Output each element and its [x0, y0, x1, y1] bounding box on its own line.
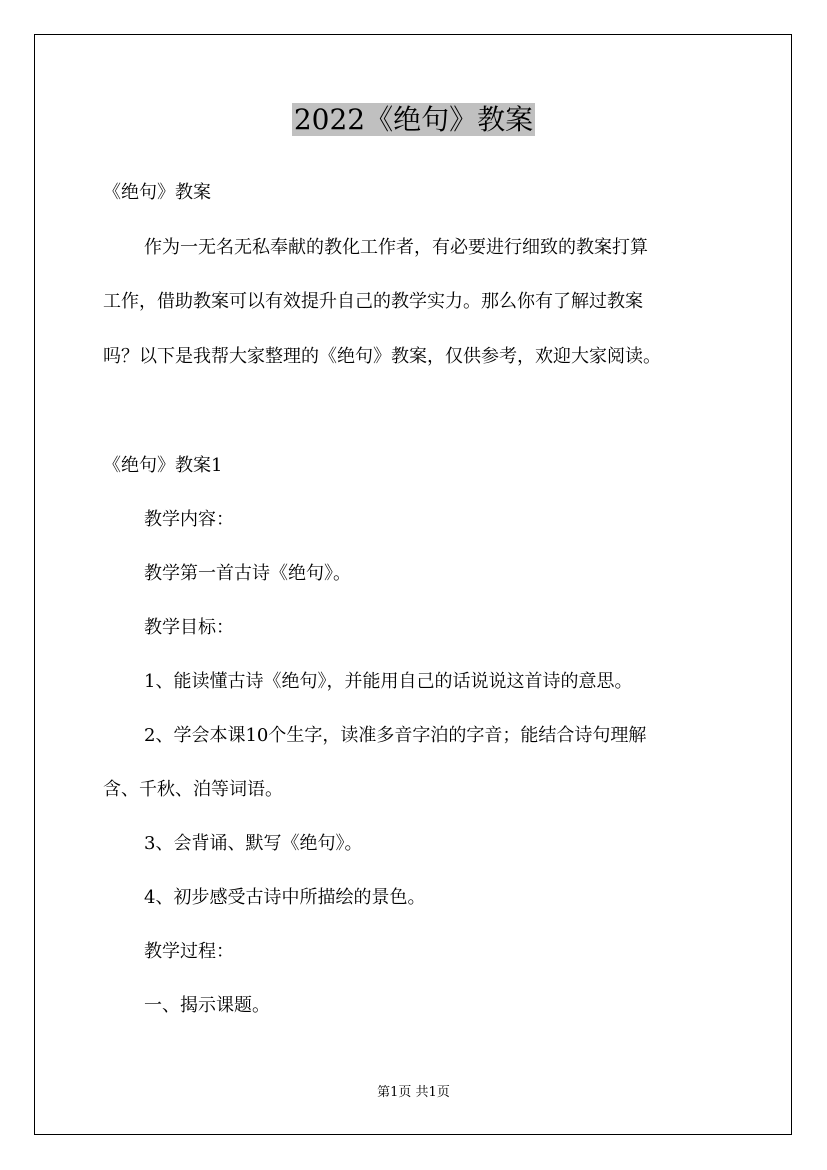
paragraph-line: 教学第一首古诗《绝句》。: [144, 563, 351, 584]
list-item: 3、会背诵、默写《绝句》。: [144, 833, 363, 854]
section-heading-1: 《绝句》教案1: [103, 455, 223, 476]
document-title-text: 2022《绝句》教案: [293, 103, 534, 136]
section-heading-intro: 《绝句》教案: [103, 182, 211, 203]
document-title: [0, 100, 827, 140]
paragraph-line: 教学内容：: [144, 509, 234, 530]
paragraph-line: 教学目标：: [144, 617, 234, 638]
list-item: 4、初步感受古诗中所描绘的景色。: [144, 887, 426, 908]
paragraph-line: 作为一无名无私奉献的教化工作者，有必要进行细致的教案打算: [144, 237, 648, 258]
paragraph-line: 吗？以下是我帮大家整理的《绝句》教案，仅供参考，欢迎大家阅读。: [103, 346, 661, 367]
paragraph-line: 教学过程：: [144, 941, 234, 962]
list-item-continuation: 含、千秋、泊等词语。: [103, 779, 283, 800]
paragraph-line: 工作，借助教案可以有效提升自己的教学实力。那么你有了解过教案: [103, 291, 643, 312]
list-item: 1、能读懂古诗《绝句》，并能用自己的话说说这首诗的意思。: [144, 671, 633, 692]
list-item: 2、学会本课10个生字，读准多音字泊的字音；能结合诗句理解: [144, 725, 647, 746]
paragraph-line: 一、揭示课题。: [144, 995, 270, 1016]
page-footer: 第1页 共1页: [377, 1085, 450, 1100]
